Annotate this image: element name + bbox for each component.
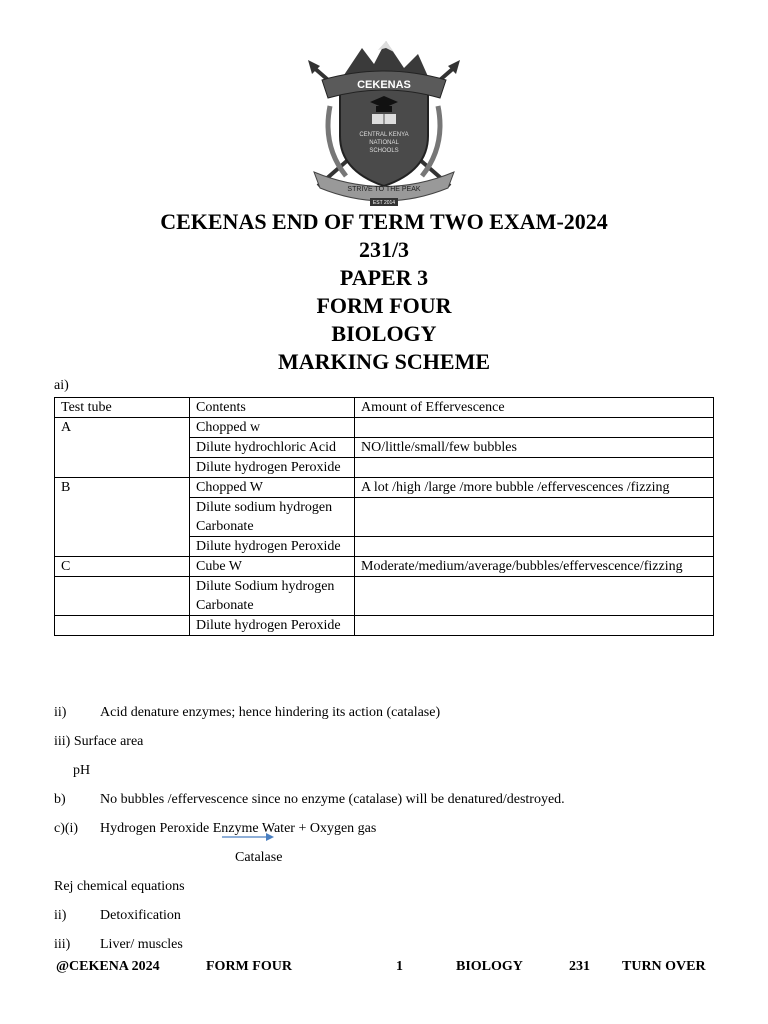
footer-page-number: 1	[396, 959, 403, 974]
answer-cii-text: Detoxification	[100, 908, 181, 923]
answer-ii-text: Acid denature enzymes; hence hindering its action (catalase)	[100, 705, 441, 720]
table-row	[55, 418, 714, 438]
logo-shield-line-2: NATIONAL	[369, 140, 399, 146]
footer-form: FORM FOUR	[206, 959, 292, 974]
contents-cell: Dilute Sodium hydrogen Carbonate	[190, 577, 355, 616]
answer-b-text: No bubbles /effervescence since no enzyme (catalase) will be denatured/destroyed.	[100, 792, 565, 807]
header-effervescence: Amount of Effervescence	[355, 398, 714, 418]
effervescence-cell: A lot /high /large /more bubble /effervescences /fizzing	[355, 478, 714, 498]
contents-cell: Dilute hydrogen Peroxide	[190, 616, 355, 636]
marking-scheme-title: MARKING SCHEME	[277, 349, 491, 374]
question-ai-label: ai)	[54, 378, 69, 393]
answer-ciii	[54, 936, 183, 954]
table-row	[55, 557, 714, 577]
answer-ii	[54, 704, 440, 722]
header-test-tube: Test tube	[55, 398, 190, 418]
answer-iii: iii) Surface area	[54, 734, 144, 749]
equation-reactant: Hydrogen Peroxide Enzyme	[100, 821, 259, 836]
form-level: FORM FOUR	[316, 293, 452, 318]
paper-code: 231/3	[358, 237, 410, 262]
answer-ciii-number: iii)	[54, 937, 71, 952]
logo-shield-line-1: CENTRAL KENYA	[359, 132, 409, 138]
catalase-label: Catalase	[235, 850, 283, 865]
subject-title: BIOLOGY	[331, 321, 437, 346]
document-title-block	[0, 208, 768, 376]
answer-b	[54, 791, 565, 809]
contents-cell: Cube W	[190, 557, 355, 577]
logo-banner-text: CEKENAS	[357, 79, 411, 91]
cekenas-logo	[300, 36, 468, 208]
header-contents: Contents	[190, 398, 355, 418]
results-table	[54, 397, 714, 636]
exam-title: CEKENAS END OF TERM TWO EXAM-2024	[160, 209, 608, 234]
contents-cell: Dilute hydrogen Peroxide	[190, 537, 355, 557]
reaction-arrow-icon	[222, 830, 274, 844]
test-tube-a: A	[55, 418, 190, 478]
equation-product: Water + Oxygen gas	[261, 821, 377, 836]
answer-ci-number: c)(i)	[54, 821, 79, 836]
effervescence-cell	[355, 616, 714, 636]
effervescence-cell	[355, 537, 714, 557]
effervescence-cell	[355, 458, 714, 478]
footer-turn-over: TURN OVER	[622, 959, 706, 974]
footer-subject: BIOLOGY	[456, 959, 523, 974]
effervescence-cell	[355, 498, 714, 537]
paper-number: PAPER 3	[339, 265, 429, 290]
answer-ph: pH	[73, 763, 91, 778]
answer-ci	[54, 820, 376, 838]
contents-cell: Dilute hydrogen Peroxide	[190, 458, 355, 478]
answer-cii	[54, 907, 181, 925]
test-tube-c: C	[55, 557, 190, 577]
answer-cii-number: ii)	[54, 908, 67, 923]
test-tube-cell	[55, 577, 190, 616]
test-tube-cell	[55, 616, 190, 636]
table-row	[55, 577, 714, 616]
contents-cell: Chopped W	[190, 478, 355, 498]
logo-shield-line-3: SCHOOLS	[369, 148, 399, 154]
answer-ii-number: ii)	[54, 705, 67, 720]
effervescence-cell	[355, 577, 714, 616]
reject-note: Rej chemical equations	[54, 879, 185, 894]
effervescence-cell	[355, 418, 714, 438]
table-header-row	[55, 398, 714, 418]
answer-ciii-text: Liver/ muscles	[100, 937, 183, 952]
test-tube-b: B	[55, 478, 190, 557]
answer-b-number: b)	[54, 792, 66, 807]
table-row	[55, 616, 714, 636]
logo-est: EST 2014	[372, 200, 396, 206]
contents-cell: Chopped w	[190, 418, 355, 438]
footer-code: 231	[569, 959, 590, 974]
cekenas-crest-icon	[300, 36, 468, 208]
effervescence-cell: Moderate/medium/average/bubbles/effervescence/fizzing	[355, 557, 714, 577]
contents-cell: Dilute sodium hydrogen Carbonate	[190, 498, 355, 537]
logo-motto: STRIVE TO THE PEAK	[347, 186, 421, 193]
contents-cell: Dilute hydrochloric Acid	[190, 438, 355, 458]
table-row	[55, 478, 714, 498]
effervescence-cell: NO/little/small/few bubbles	[355, 438, 714, 458]
footer-copyright: @CEKENA 2024	[56, 959, 160, 974]
